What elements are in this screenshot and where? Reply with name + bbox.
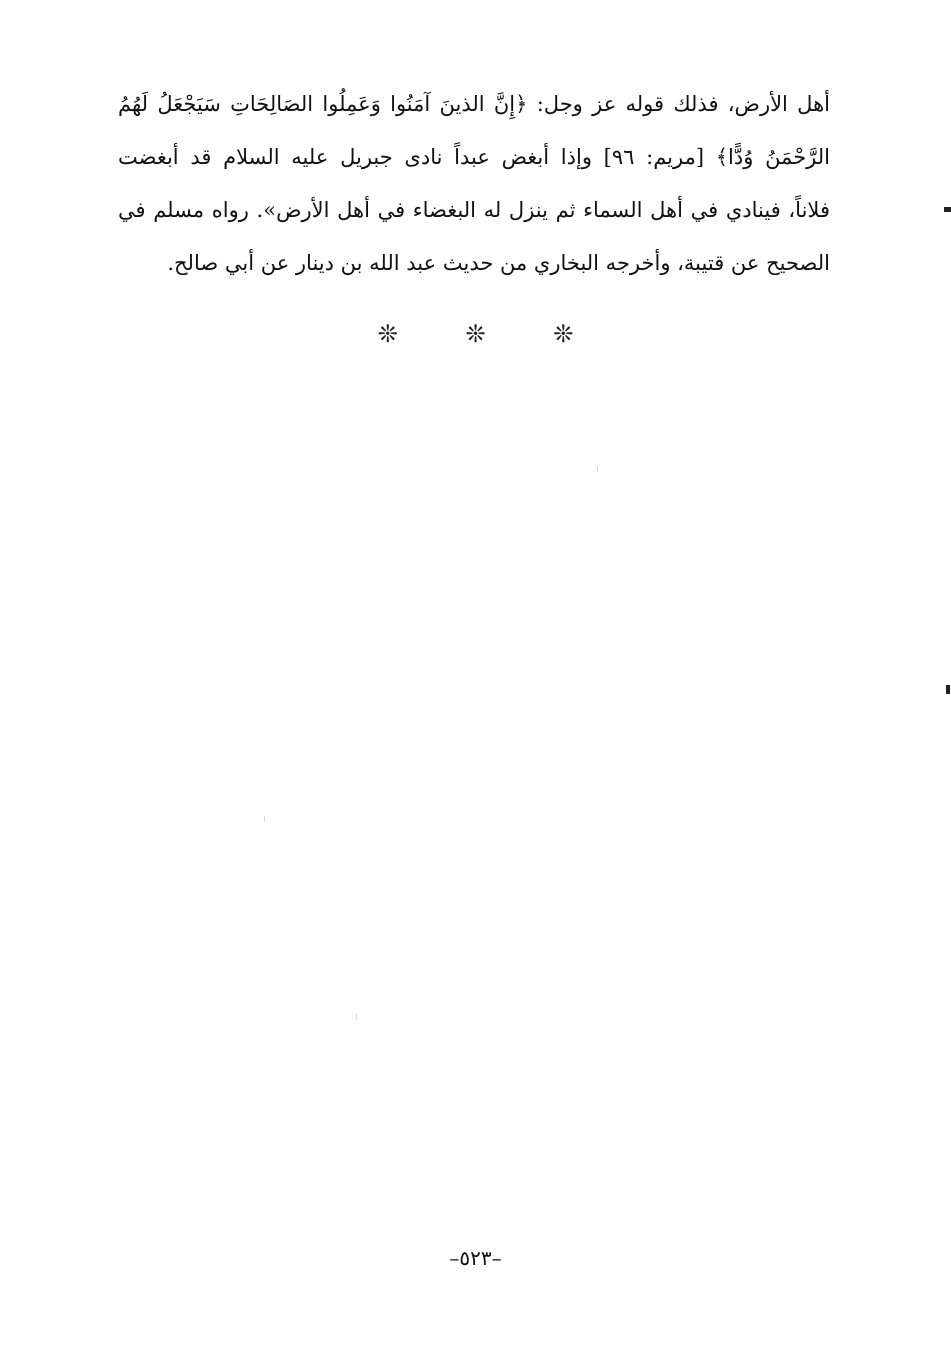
divider-asterisk-icon: ❊	[377, 320, 398, 348]
divider-asterisk-icon: ❊	[553, 320, 574, 348]
section-divider	[0, 320, 951, 348]
divider-asterisk-icon: ❊	[465, 320, 486, 348]
scan-speck	[264, 816, 265, 822]
text-line-3: فلاناً، فينادي في أهل السماء ثم ينزل له البغضاء في أهل الأرض». رواه مسلم في	[118, 198, 830, 222]
scan-edge-mark	[944, 207, 951, 212]
scan-speck	[597, 466, 598, 472]
scan-speck	[356, 1014, 357, 1020]
body-text	[118, 78, 830, 290]
scan-edge-mark	[946, 685, 950, 694]
text-line-2: الرَّحْمَنُ وُدًّا﴾ [مريم: ٩٦] وإذا أبغض عبداً نادى جبريل عليه السلام قد أبغضت	[118, 145, 830, 169]
text-line-4: الصحيح عن قتيبة، وأخرجه البخاري من حديث عبد الله بن دينار عن أبي صالح.	[167, 251, 830, 275]
page-number: –٥٢٣–	[449, 1246, 502, 1270]
text-line-1: أهل الأرض، فذلك قوله عز وجل: ﴿إِنَّ الذينَ آمَنُوا وَعَمِلُوا الصَالِحَاتِ سَيَجْعَلُ لَهُمُ	[118, 92, 830, 116]
